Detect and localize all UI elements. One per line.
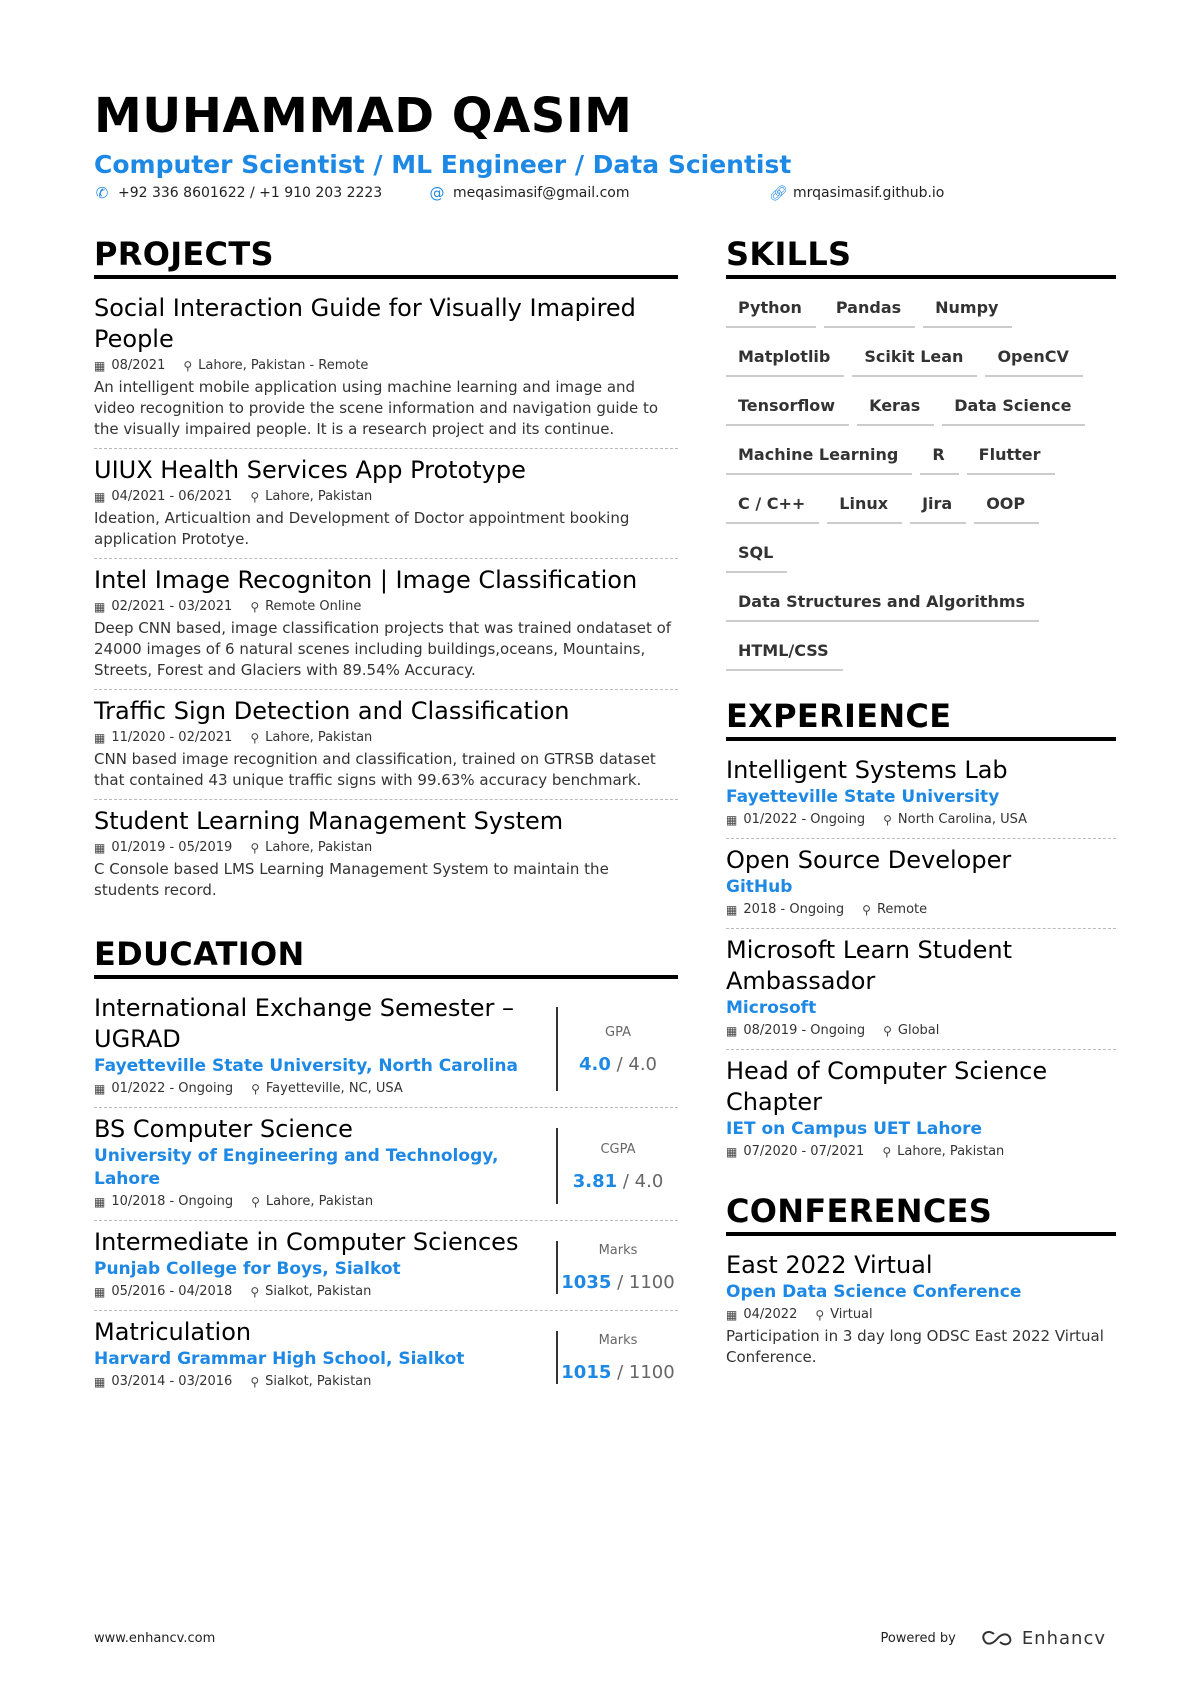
location-pin-icon: ⚲ [250,841,260,855]
location-text: Global [897,1023,940,1038]
projects-heading: PROJECTS [94,235,678,279]
experience-heading: EXPERIENCE [726,697,1116,741]
location-info [815,1305,872,1325]
date-info [94,728,232,748]
location-info [250,838,372,858]
score-max: 4.0 [628,1053,658,1075]
degree-title: Intermediate in Computer Sciences [94,1228,519,1256]
education-details [94,993,556,1099]
date-text: 07/2020 - 07/2021 [743,1144,865,1159]
projects-list [94,287,678,909]
calendar-icon: ▦ [94,359,106,373]
experience-entry [726,929,1116,1050]
project-description: Deep CNN based, image classification projects that was trained ondataset of 24000 images of 6 natural scenes including buildings,oceans, Mountains, Streets, Forest and Glaciers with 89.54% Accuracy. [94,619,672,679]
page-footer [94,1628,1106,1649]
date-info [94,356,165,376]
meta-row [94,597,678,617]
calendar-icon: ▦ [726,813,738,827]
skill-tag: Data Structures and Algorithms [726,581,1039,622]
location-pin-icon: ⚲ [251,1195,260,1209]
contact-bar [94,184,1114,208]
date-info [94,597,232,617]
project-title: Intel Image Recogniton | Image Classification [94,566,638,594]
score-obtained: 1035 [561,1272,612,1293]
meta-row [726,900,1116,920]
right-column [726,235,1116,1376]
date-text: 01/2022 - Ongoing [111,1081,234,1096]
experience-entry [726,749,1116,839]
location-info [251,1192,373,1212]
role-title: Open Source Developer [726,846,1012,874]
project-title: Student Learning Management System [94,807,564,835]
date-text: 04/2022 [743,1307,798,1322]
location-pin-icon: ⚲ [250,600,260,614]
skill-tag: Data Science [942,385,1085,426]
resume-header [94,88,1114,208]
location-pin-icon: ⚲ [183,359,193,373]
experience-entry [726,839,1116,929]
date-text: 2018 - Ongoing [743,902,845,917]
project-entry [94,449,678,559]
phone-contact [94,184,382,202]
project-description: An intelligent mobile application using machine learning and image and video recognition to provide the scene information and navigation guide to the visually impaired people. It is a research project and its continue. [94,378,659,438]
date-text: 01/2019 - 05/2019 [111,840,233,855]
project-entry [94,287,678,449]
score-value: 3.81 / 4.0 [572,1170,664,1192]
location-info [250,1372,371,1392]
date-info [726,900,844,920]
date-text: 11/2020 - 02/2021 [111,730,233,745]
conferences-heading: CONFERENCES [726,1192,1116,1236]
skill-tag: Pandas [824,287,915,328]
location-text: Lahore, Pakistan - Remote [198,358,369,373]
location-text: Lahore, Pakistan [897,1144,1005,1159]
projects-section [94,235,678,909]
conference-description: Participation in 3 day long ODSC East 2022 Virtual Conference. [726,1327,1104,1366]
at-icon: @ [429,184,445,202]
meta-row [726,1142,1116,1162]
date-info [94,1079,233,1099]
conference-entry [726,1244,1116,1376]
score-label: Marks [598,1333,638,1348]
date-info [726,1021,865,1041]
score-max: 4.0 [634,1170,664,1192]
phone-text: +92 336 8601622 / +1 910 203 2223 [118,185,383,201]
link-icon: 🔗︎ [769,184,789,202]
location-text: Virtual [830,1307,873,1322]
footer-site-link[interactable]: www.enhancv.com [94,1631,216,1646]
skill-tag: OOP [974,483,1039,524]
date-text: 01/2022 - Ongoing [743,812,866,827]
score-label: CGPA [600,1141,636,1157]
date-text: 03/2014 - 03/2016 [111,1374,233,1389]
project-description: CNN based image recognition and classification, trained on GTRSB dataset that contained 43 unique traffic signs with 99.63% accuracy benchmark. [94,750,656,789]
location-pin-icon: ⚲ [250,490,260,504]
location-info [250,728,372,748]
score-max: 1100 [628,1362,675,1383]
score-obtained: 4.0 [578,1053,611,1075]
location-text: Sialkot, Pakistan [265,1284,372,1299]
meta-row [94,838,678,858]
organization-name: Microsoft [726,998,817,1018]
score-block [556,1007,678,1091]
calendar-icon: ▦ [94,1082,106,1096]
calendar-icon: ▦ [726,1145,738,1159]
degree-title: International Exchange Semester – UGRAD [94,994,515,1053]
conference-title: East 2022 Virtual [726,1251,933,1279]
skill-tag: C / C++ [726,483,819,524]
institution-name: Punjab College for Boys, Sialkot [94,1259,401,1279]
location-text: Remote Online [265,599,362,614]
location-text: Sialkot, Pakistan [265,1374,372,1389]
calendar-icon: ▦ [94,731,106,745]
meta-row [94,1372,540,1392]
website-text[interactable]: mrqasimasif.github.io [793,185,945,201]
skill-tag: Flutter [967,434,1055,475]
meta-row [94,728,678,748]
score-label: Marks [598,1243,638,1258]
project-title: UIUX Health Services App Prototype [94,456,526,484]
date-info [726,810,865,830]
meta-row [726,1021,1116,1041]
education-heading: EDUCATION [94,935,678,979]
project-entry [94,559,678,690]
skill-tag: Python [726,287,816,328]
project-description: Ideation, Articualtion and Development of Doctor appointment booking application Prototye. [94,509,630,548]
calendar-icon: ▦ [94,1375,106,1389]
meta-row [726,1305,1116,1325]
education-details [94,1114,556,1212]
score-block [556,1241,678,1294]
location-text: Lahore, Pakistan [265,730,373,745]
location-text: North Carolina, USA [897,812,1028,827]
enhancv-logo-text: Enhancv [1021,1628,1106,1649]
candidate-title: Computer Scientist / ML Engineer / Data Scientist [94,150,792,179]
date-info [94,1372,232,1392]
meta-row [94,356,678,376]
skills-section [726,235,1116,679]
project-description: C Console based LMS Learning Management System to maintain the students record. [94,860,609,899]
education-list [94,987,678,1400]
organization-name: GitHub [726,877,793,897]
experience-section [726,697,1116,1170]
skill-tag: HTML/CSS [726,630,843,671]
calendar-icon: ▦ [726,903,738,917]
location-pin-icon: ⚲ [250,731,260,745]
degree-title: Matriculation [94,1318,252,1346]
score-value: 1015 / 1100 [561,1362,675,1383]
score-max: 1100 [628,1272,675,1293]
role-title: Microsoft Learn Student Ambassador [726,936,1013,995]
role-title: Head of Computer Science Chapter [726,1057,1048,1116]
location-pin-icon: ⚲ [862,903,871,917]
date-text: 08/2019 - Ongoing [743,1023,866,1038]
institution-name: University of Engineering and Technology, Lahore [94,1146,499,1189]
experience-list [726,749,1116,1170]
calendar-icon: ▦ [726,1308,738,1322]
skill-tag: Linux [827,483,902,524]
location-text: Lahore, Pakistan [265,840,373,855]
location-pin-icon: ⚲ [251,1082,260,1096]
skill-tag: Machine Learning [726,434,912,475]
calendar-icon: ▦ [94,1285,106,1299]
calendar-icon: ▦ [94,1195,106,1209]
date-text: 02/2021 - 03/2021 [111,599,233,614]
calendar-icon: ▦ [726,1024,738,1038]
enhancv-logo[interactable] [980,1628,1106,1649]
date-info [94,1282,232,1302]
organization-name: Fayetteville State University [726,787,1000,807]
score-value: 1035 / 1100 [561,1272,675,1293]
education-details [94,1227,556,1302]
skill-tag: Matplotlib [726,336,844,377]
project-entry [94,690,678,800]
meta-row [94,1282,540,1302]
meta-row [726,810,1116,830]
powered-by [880,1628,1106,1649]
score-value: 4.0 / 4.0 [578,1053,658,1075]
location-pin-icon: ⚲ [883,813,892,827]
skill-tag: R [920,434,958,475]
email-contact[interactable] [429,184,629,202]
skills-list [726,287,1116,679]
location-text: Lahore, Pakistan [265,1194,374,1209]
institution-name: Fayetteville State University, North Carolina [94,1056,519,1076]
project-title: Social Interaction Guide for Visually Imapired People [94,294,636,353]
project-entry [94,800,678,909]
powered-by-label: Powered by [880,1631,956,1646]
location-pin-icon: ⚲ [883,1024,892,1038]
date-info [726,1142,864,1162]
skill-tag: Numpy [923,287,1012,328]
education-details [94,1317,556,1392]
skill-tag: OpenCV [985,336,1082,377]
meta-row [94,1079,540,1099]
skill-tag: Jira [910,483,966,524]
conferences-section [726,1192,1116,1376]
score-label: GPA [605,1024,631,1040]
score-block [556,1128,678,1204]
skill-tag: Keras [857,385,934,426]
skill-tag: Tensorflow [726,385,849,426]
date-info [94,1192,233,1212]
calendar-icon: ▦ [94,490,106,504]
location-text: Remote [876,902,928,917]
location-pin-icon: ⚲ [250,1375,260,1389]
date-text: 05/2016 - 04/2018 [111,1284,233,1299]
date-info [94,838,232,858]
date-info [726,1305,797,1325]
calendar-icon: ▦ [94,600,106,614]
score-obtained: 3.81 [572,1170,618,1192]
location-pin-icon: ⚲ [882,1145,892,1159]
location-text: Fayetteville, NC, USA [265,1081,403,1096]
location-info [882,1142,1004,1162]
phone-icon: ✆ [95,184,109,202]
location-info [883,1021,939,1041]
education-entry [94,1108,678,1221]
location-info [250,597,361,617]
education-entry [94,1221,678,1311]
location-info [183,356,368,376]
location-text: Lahore, Pakistan [265,489,373,504]
website-contact[interactable] [769,184,944,202]
meta-row [94,1192,540,1212]
skill-tag: Scikit Lean [852,336,977,377]
project-title: Traffic Sign Detection and Classification [94,697,570,725]
meta-row [94,487,678,507]
experience-entry [726,1050,1116,1170]
score-block [556,1331,678,1384]
date-text: 08/2021 [111,358,166,373]
location-info [883,810,1027,830]
email-text[interactable]: meqasimasif@gmail.com [453,185,630,201]
skills-heading: SKILLS [726,235,1116,279]
education-section [94,935,678,1400]
left-column [94,235,678,1400]
education-entry [94,1311,678,1400]
candidate-name: MUHAMMAD QASIM [94,88,633,144]
location-pin-icon: ⚲ [815,1308,825,1322]
enhancv-logo-icon [980,1630,1014,1648]
calendar-icon: ▦ [94,841,106,855]
conference-organizer: Open Data Science Conference [726,1282,1022,1302]
conferences-list [726,1244,1116,1376]
degree-title: BS Computer Science [94,1115,353,1143]
location-pin-icon: ⚲ [250,1285,260,1299]
date-info [94,487,232,507]
location-info [251,1079,403,1099]
institution-name: Harvard Grammar High School, Sialkot [94,1349,465,1369]
organization-name: IET on Campus UET Lahore [726,1119,983,1139]
location-info [862,900,927,920]
role-title: Intelligent Systems Lab [726,756,1008,784]
skill-tag: SQL [726,532,787,573]
education-entry [94,987,678,1108]
date-text: 10/2018 - Ongoing [111,1194,234,1209]
date-text: 04/2021 - 06/2021 [111,489,233,504]
location-info [250,1282,371,1302]
location-info [250,487,372,507]
score-obtained: 1015 [561,1362,612,1383]
